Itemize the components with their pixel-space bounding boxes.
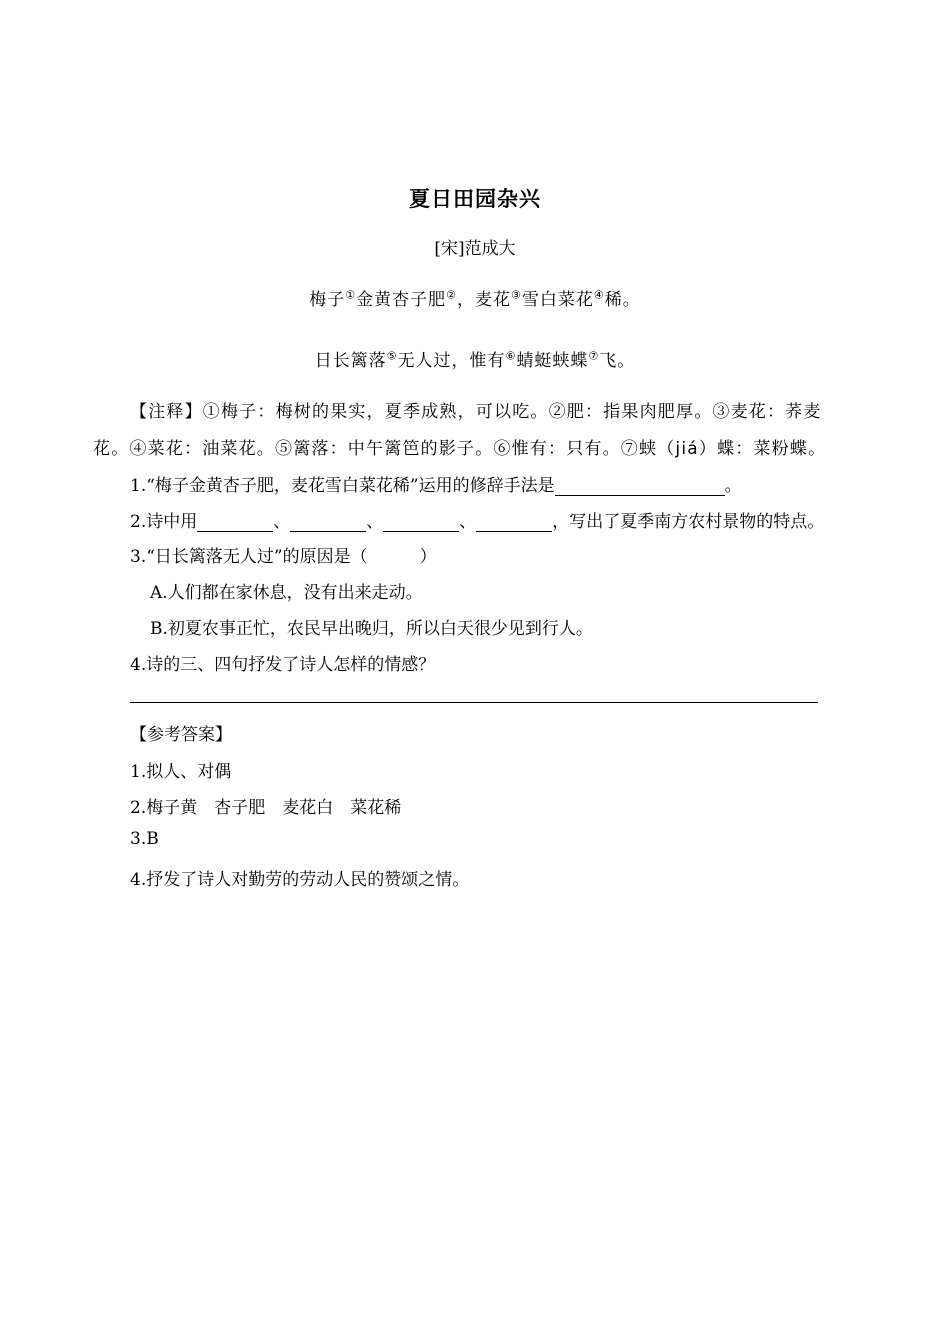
question-3 [130, 542, 437, 567]
answer-blank[interactable] [476, 513, 552, 532]
answer-4: 4.抒发了诗人对勤劳的劳动人民的赞颂之情。 [130, 870, 470, 890]
pinyin: jiá [675, 439, 699, 459]
note-marker: ⑤ [386, 349, 398, 363]
question-4: 4.诗的三、四句抒发了诗人怎样的情感？ [130, 655, 436, 675]
question-text: 3.“日长篱落无人过”的原因是（ [130, 547, 368, 567]
poem-author: [宋]范成大 [434, 239, 516, 259]
question-text: 2.诗中用 [130, 512, 198, 532]
note-marker: ④ [593, 288, 605, 302]
poem-text: 稀。 [604, 290, 641, 310]
notes-line-2 [93, 434, 826, 459]
note-marker: ② [446, 288, 457, 302]
answer-2: 2.梅子黄 杏子肥 麦花白 菜花稀 [130, 798, 402, 818]
poem-text: ，麦花 [457, 290, 511, 310]
note-marker: ⑥ [505, 349, 517, 363]
option-a: A.人们都在家休息，没有出来走动。 [150, 583, 423, 603]
answer-writing-line[interactable] [130, 702, 818, 703]
answers-heading: 【参考答案】 [130, 725, 232, 745]
answer-1: 1.拟人、对偶 [130, 762, 232, 782]
poem-line-1 [0, 285, 950, 310]
poem-title: 夏日田园杂兴 [409, 187, 541, 211]
note-marker: ⑦ [588, 349, 600, 363]
poem-text: 梅子 [309, 290, 346, 310]
notes-text: 花。④菜花：油菜花。⑤篱落：中午篱笆的影子。⑥惟有：只有。⑦蛱（ [93, 439, 676, 459]
poem-line-2 [0, 346, 950, 371]
answer-blank[interactable] [555, 477, 725, 496]
poem-text: 无人过，惟有 [397, 351, 506, 371]
question-text: ） [419, 547, 437, 567]
question-text: 。 [724, 476, 742, 496]
poem-text: 日长篱落 [314, 351, 387, 371]
poem-text: 飞。 [599, 351, 636, 371]
answer-blank[interactable] [290, 513, 366, 532]
poem-text: 雪白菜花 [521, 290, 594, 310]
option-b: B.初夏农事正忙，农民早出晚归，所以白天很少见到行人。 [150, 619, 593, 639]
question-1 [130, 471, 742, 496]
poem-text: 蜻蜓蛱蝶 [516, 351, 589, 371]
note-marker: ① [345, 288, 357, 302]
notes-text: ）蝶：菜粉蝶。 [698, 439, 827, 459]
poem-text: 金黄杏子肥 [356, 290, 447, 310]
question-text: ，写出了夏季南方农村景物的特点。 [552, 512, 825, 532]
question-2 [130, 507, 824, 532]
answer-blank[interactable] [383, 513, 459, 532]
separator: 、 [273, 512, 291, 532]
notes-line-1: 【注释】①梅子：梅树的果实，夏季成熟，可以吃。②肥：指果肉肥厚。③麦花：荞麦 [130, 402, 822, 422]
answer-blank[interactable] [197, 513, 273, 532]
answer-3: 3.B [130, 829, 159, 849]
note-marker: ③ [511, 288, 522, 302]
question-text: 1.“梅子金黄杏子肥，麦花雪白菜花稀”运用的修辞手法是 [130, 476, 555, 496]
separator: 、 [366, 512, 384, 532]
separator: 、 [459, 512, 477, 532]
